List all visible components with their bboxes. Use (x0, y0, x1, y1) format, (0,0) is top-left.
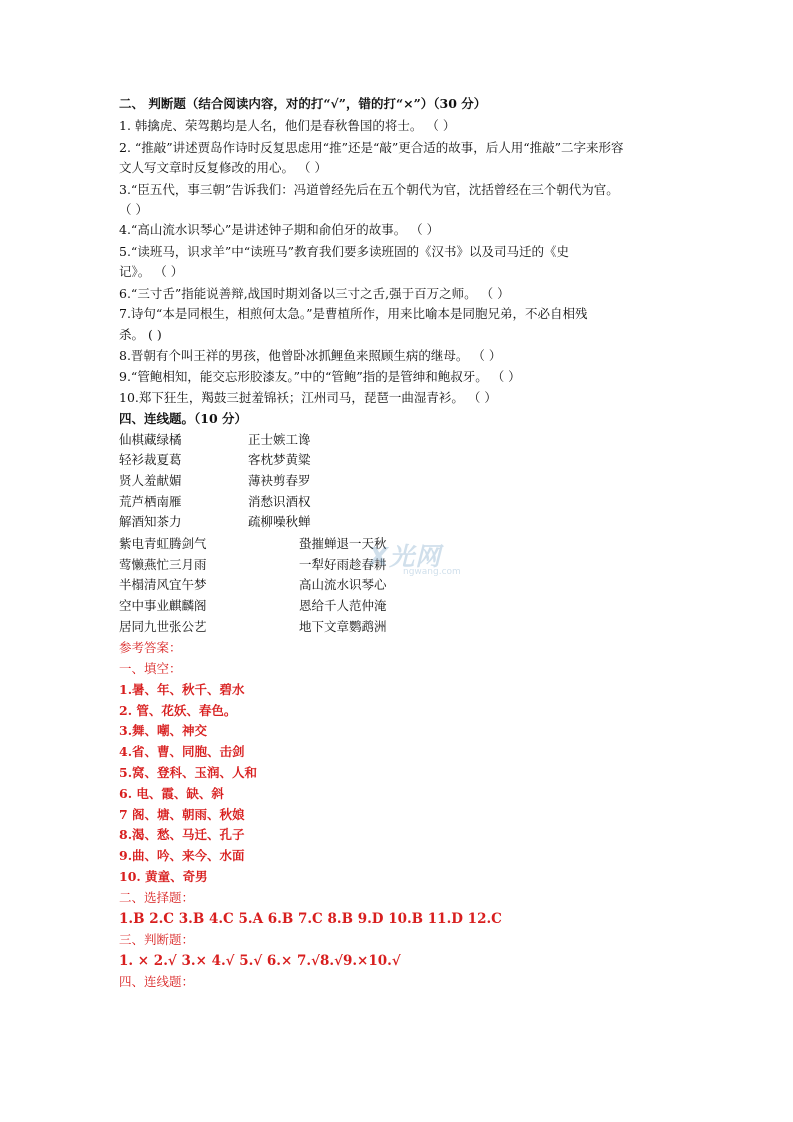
judgment-item: （ ） (119, 202, 148, 217)
match-right-item: 高山流水识琴心 (299, 577, 387, 592)
match-left-item: 轻衫裁夏葛 (119, 452, 182, 467)
judgment-item: 杀。 ( ) (119, 327, 162, 342)
answer-fill-item: 1.暑、年、秋千、碧水 (119, 682, 245, 697)
answer-fill-item: 6. 电、霞、缺、斜 (119, 786, 224, 801)
judgment-item: 8.晋朝有个叫王祥的男孩，他曾卧冰抓鲤鱼来照顾生病的继母。 （ ） (119, 348, 502, 363)
match-left-item: 居同九世张公艺 (119, 619, 207, 634)
match-right-item: 恩给千人范仲淹 (299, 598, 387, 613)
answers-fill-title: 一、填空： (119, 661, 182, 676)
judgment-item: 1. 韩擒虎、荣驾鹅均是人名，他们是春秋鲁国的将士。 （ ） (119, 118, 456, 133)
answer-fill-item: 5.窝、登科、玉润、人和 (119, 765, 258, 780)
answers-judge-title: 三、判断题： (119, 932, 195, 947)
match-left-item: 贤人羞献媚 (119, 473, 182, 488)
match-right-item: 疏柳噪秋蝉 (248, 514, 311, 529)
answer-fill-item: 2. 管、花妖、春色。 (119, 703, 237, 718)
match-left-item: 荒芦栖南雁 (119, 494, 182, 509)
match-right-item: 一犁好雨趁春耕 (299, 557, 387, 572)
judgment-item: 文人写文章时反复修改的用心。 （ ） (119, 160, 327, 175)
judgment-item: 2. “推敲”讲述贾岛作诗时反复思虑用“推”还是“敲”更合适的故事，后人用“推敲”二字来形容 (119, 140, 624, 155)
judgment-item: 5.“读班马，识求羊”中“读班马”教育我们要多读班固的《汉书》以及司马迁的《史 (119, 244, 569, 259)
judgment-item: 6.“三寸舌”指能说善辩,战国时期刘备以三寸之舌,强于百万之师。 （ ） (119, 286, 510, 301)
watermark-main-text: X光网 (369, 542, 442, 571)
match-left-item: 空中事业麒麟阁 (119, 598, 207, 613)
answer-fill-item: 3.舞、嘲、神交 (119, 723, 208, 738)
match-right-item: 地下文章鹦鹉洲 (299, 619, 387, 634)
judgment-item: 10.郑下狂生，羯鼓三挝羞锦袄；江州司马，琵琶一曲湿青衫。 （ ） (119, 390, 497, 405)
match-right-item: 蛩摧蝉退一天秋 (299, 536, 387, 551)
answer-fill-item: 8.渴、愁、马迁、孔子 (119, 827, 245, 842)
answers-match-title: 四、连线题： (119, 974, 195, 989)
judgment-item: 3.“臣五代，事三朝”告诉我们：冯道曾经先后在五个朝代为官，沈括曾经在三个朝代为官。 (119, 182, 619, 197)
answer-fill-item: 7 阁、塘、朝雨、秋娘 (119, 807, 245, 822)
match-left-item: 莺懒燕忙三月雨 (119, 557, 207, 572)
section-matching-title: 四、连线题。（10 分） (119, 411, 247, 426)
answer-fill-item: 9.曲、吟、来今、水面 (119, 848, 245, 863)
answer-fill-item: 10. 黄童、奇男 (119, 869, 208, 884)
match-right-item: 消愁识酒权 (248, 494, 311, 509)
answers-title: 参考答案： (119, 640, 182, 655)
watermark-sub-text: ngwang.com (403, 567, 461, 577)
match-right-item: 正士嫉工谗 (248, 432, 311, 447)
judgment-item: 9.“管鲍相知，能交忘形胶漆友。”中的“管鲍”指的是管绅和鲍叔牙。 （ ） (119, 369, 521, 384)
match-left-item: 紫电青虹腾剑气 (119, 536, 207, 551)
judgment-item: 7.诗句“本是同根生，相煎何太急。”是曹植所作，用来比喻本是同胞兄弟，不必自相残 (119, 306, 588, 321)
answers-judge-line: 1. × 2.√ 3.× 4.√ 5.√ 6.× 7.√8.√9.×10.√ (119, 953, 401, 969)
answer-fill-item: 4.省、曹、同胞、击剑 (119, 744, 245, 759)
answers-choice-line: 1.B 2.C 3.B 4.C 5.A 6.B 7.C 8.B 9.D 10.B 11.D 12.C (119, 911, 502, 927)
match-left-item: 仙棋藏绿橘 (119, 432, 182, 447)
match-right-item: 薄袂剪春罗 (248, 473, 311, 488)
match-left-item: 半榻清风宜午梦 (119, 577, 207, 592)
answers-choice-title: 二、选择题： (119, 890, 195, 905)
judgment-item: 4.“高山流水识琴心”是讲述钟子期和俞伯牙的故事。 （ ） (119, 222, 440, 237)
match-right-item: 客枕梦黄粱 (248, 452, 311, 467)
section-judgment-title: 二、 判断题（结合阅读内容，对的打“√”，错的打“×”）（30 分） (119, 96, 487, 111)
judgment-item: 记》。 （ ） (119, 264, 184, 279)
match-left-item: 解酒知茶力 (119, 514, 182, 529)
